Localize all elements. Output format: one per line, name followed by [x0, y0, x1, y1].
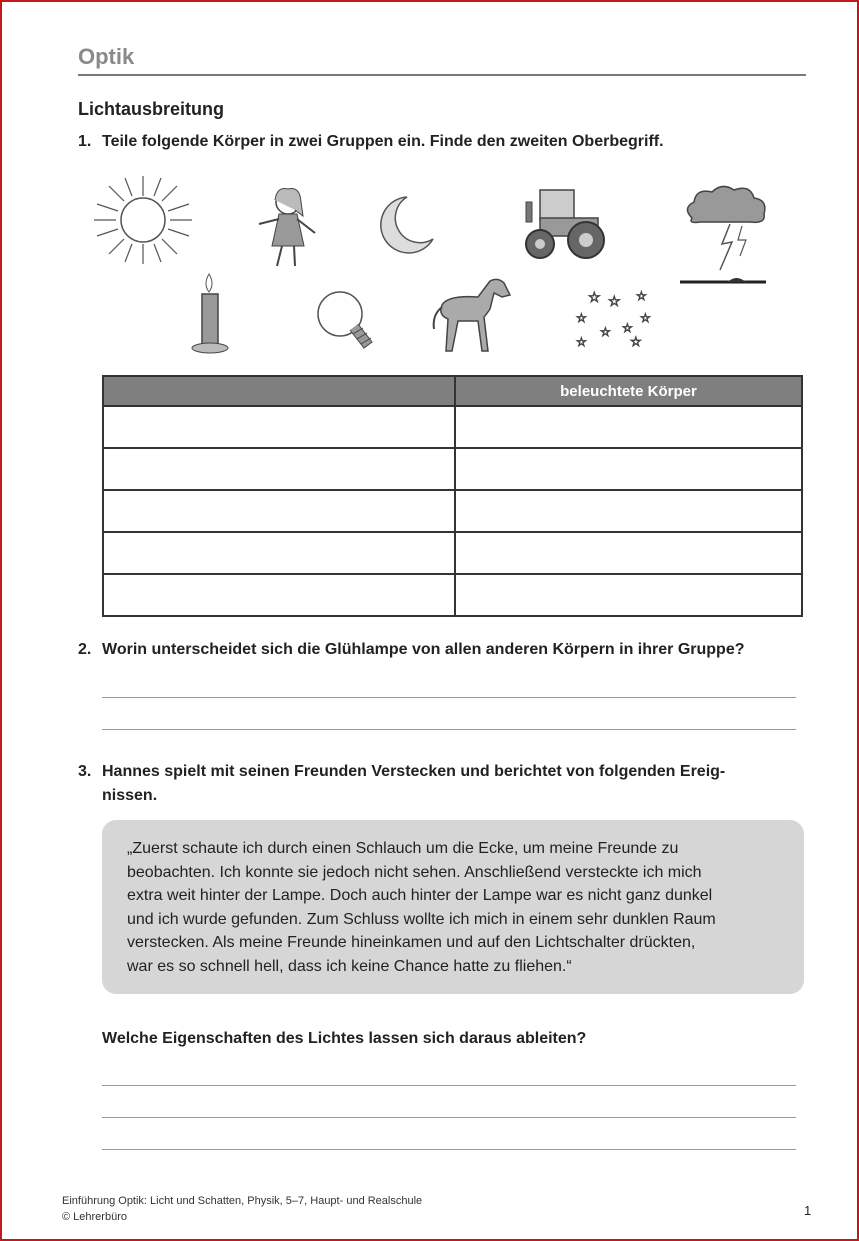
table-cell[interactable]	[455, 406, 802, 448]
moon-icon	[377, 195, 435, 257]
horse-icon	[428, 275, 516, 355]
page-number: 1	[804, 1203, 812, 1218]
svg-text:☆: ☆	[640, 311, 651, 325]
answer-line[interactable]	[102, 729, 796, 730]
title-divider	[78, 74, 806, 76]
footer	[62, 1193, 422, 1225]
question-3-text-line2: nissen.	[102, 787, 158, 804]
answer-line[interactable]	[102, 1085, 796, 1086]
quote-line: „Zuerst schaute ich durch einen Schlauch um die Ecke, um meine Freunde zu	[127, 840, 679, 857]
quote-line: extra weit hinter der Lampe. Doch auch hinter der Lampe war es nicht ganz dunkel	[127, 887, 713, 904]
table-cell[interactable]	[103, 574, 455, 616]
svg-text:☆: ☆	[576, 311, 587, 325]
table-header-left	[103, 376, 455, 406]
thundercloud-icon	[680, 182, 768, 286]
table-row	[103, 490, 802, 532]
table-cell[interactable]	[103, 448, 455, 490]
question-1-text: Teile folgende Körper in zwei Gruppen ein. Finde den zweiten Oberbegriff.	[102, 133, 664, 150]
tractor-icon	[520, 184, 608, 262]
table-cell[interactable]	[103, 406, 455, 448]
stars-icon	[574, 286, 656, 350]
question-2-text: Worin unterscheidet sich die Glühlampe von allen anderen Körpern in ihrer Gruppe?	[102, 641, 745, 658]
quote-line: beobachten. Ich konnte sie jedoch nicht sehen. Anschließend versteckte ich mich	[127, 863, 702, 881]
quote-line: verstecken. Als meine Freunde hineinkamen und auf den Lichtschalter drückten,	[127, 934, 696, 951]
question-3-number: 3.	[78, 763, 92, 780]
question-2-number: 2.	[78, 641, 92, 658]
quote-line: und ich wurde gefunden. Zum Schluss wollte ich mich in einem sehr dunklen Raum	[127, 910, 716, 928]
table-row	[103, 448, 802, 490]
svg-text:☆: ☆	[622, 321, 633, 335]
svg-text:☆: ☆	[630, 335, 642, 350]
answer-line[interactable]	[102, 697, 796, 698]
quote-line: war es so schnell hell, dass ich keine Chance hatte zu fliehen.“	[127, 957, 572, 975]
svg-text:☆: ☆	[576, 335, 587, 349]
section-heading: Lichtausbreitung	[78, 99, 225, 119]
question-1-number: 1.	[78, 133, 92, 150]
grouping-table	[102, 375, 803, 617]
table-cell[interactable]	[103, 490, 455, 532]
quote-text	[127, 837, 787, 978]
table-header-right: beleuchtete Körper	[455, 376, 802, 406]
table-cell[interactable]	[455, 532, 802, 574]
question-3-text-line1: Hannes spielt mit seinen Freunden Verstecken und berichtet von folgenden Ereig-	[102, 763, 726, 780]
svg-text:☆: ☆	[600, 325, 611, 339]
table-cell[interactable]	[455, 448, 802, 490]
followup-question: Welche Eigenschaften des Lichtes lassen sich daraus ableiten?	[102, 1030, 587, 1047]
candle-icon	[189, 272, 233, 356]
svg-text:☆: ☆	[588, 290, 601, 306]
table-row	[103, 406, 802, 448]
table-row	[103, 574, 802, 616]
answer-line[interactable]	[102, 1117, 796, 1118]
lightbulb-icon	[316, 290, 380, 356]
quote-box	[102, 820, 804, 994]
svg-text:☆: ☆	[608, 294, 621, 310]
table-header-row	[103, 376, 802, 406]
table-cell[interactable]	[103, 532, 455, 574]
table-cell[interactable]	[455, 574, 802, 616]
footer-source: Einführung Optik: Licht und Schatten, Physik, 5–7, Haupt- und Realschule	[62, 1195, 423, 1207]
sun-icon	[92, 174, 194, 266]
table-cell[interactable]	[455, 490, 802, 532]
table-row	[103, 532, 802, 574]
answer-line[interactable]	[102, 1149, 796, 1150]
page-title: Optik	[78, 44, 135, 69]
girl-icon	[255, 186, 319, 270]
svg-text:☆: ☆	[636, 289, 647, 303]
footer-copyright: © Lehrerbüro	[62, 1211, 127, 1223]
